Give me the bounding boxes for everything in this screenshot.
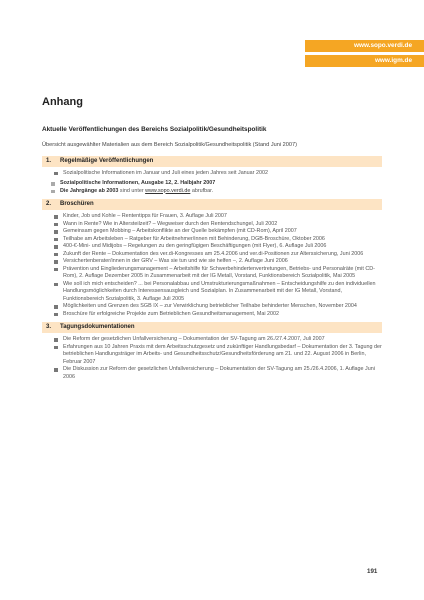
item-text: sind unter: [118, 187, 146, 194]
item-list: [42, 333, 382, 381]
header-links: [305, 40, 424, 67]
list-item: Prävention und Eingliederungsmanagement – Arbeitshilfe für Schwerbehindertenvertretungen, Betriebs- und Personalräte (mit CD-Rom), 2. Auflage Dezember 2005 in Zusammenarbeit mit der IG Metall, Vorstand, Funktionsbereich Sozialpolitik, Mai 2005: [54, 266, 382, 281]
section-regular-publications: [42, 156, 382, 196]
section-header: [42, 156, 382, 167]
section-number: 1.: [46, 157, 52, 164]
list-item: [51, 180, 382, 188]
list-item: Broschüre für erfolgreiche Projekte zum Betrieblichen Gesundheitsmanagement, Mai 2002: [54, 311, 382, 319]
sub-item-list: [42, 177, 382, 195]
section-number: 2.: [46, 201, 52, 207]
section-number: 3.: [46, 324, 52, 330]
list-item: Die Diskussion zur Reform der gesetzlichen Unfallversicherung – Dokumentation der SV-Tagung am 25./26.4.2006, 1. Auflage Juni 2006: [54, 366, 382, 381]
main-content: [42, 126, 382, 381]
link-sopo-verdi[interactable]: www.sopo.verdi.de: [305, 40, 424, 52]
item-bold: Sozialpolitische Informationen, Ausgabe 12, 2. Halbjahr 2007: [60, 180, 216, 186]
list-item: Versichertenberater/innen in der GRV – Was sie tun und wie sie helfen –, 2. Auflage Juni 2006: [54, 258, 382, 266]
page-number: 191: [367, 568, 378, 575]
page-title: Anhang: [42, 96, 83, 108]
section-conference-docs: [42, 322, 382, 381]
item-bold: Die Jahrgänge ab 2003: [60, 187, 119, 194]
section-title: Regelmäßige Veröffentlichungen: [60, 157, 154, 164]
list-item: Zukunft der Rente – Dokumentation des ver.di-Kongresses am 25.4.2006 und ver.di-Positionen zur Alterssicherung, Juni 2006: [54, 251, 382, 259]
section-header: [42, 199, 382, 210]
section-heading: Aktuelle Veröffentlichungen des Bereichs Sozialpolitik/Gesundheitspolitik: [42, 126, 267, 133]
list-item: Möglichkeiten und Grenzen des SGB IX – zur Verwirklichung betrieblicher Teilhabe behinderter Menschen, November 2004: [54, 303, 382, 311]
list-item: Erfahrungen aus 10 Jahren Praxis mit dem Arbeitsschutzgesetz und zukünftiger Handlungsbedarf – Dokumentation der 3. Tagung der betrieblichen Handlungsträger im Arbeits- und Gesundheitsschutz/Gesundheitsförderung am 21. und 22. August 2006 in Berlin, Februar 2007: [54, 344, 382, 367]
list-item: Teilhabe am Arbeitsleben – Ratgeber für Arbeitnehmer/innen mit Behinderung, DGB-Broschüre, Oktober 2006: [54, 236, 382, 244]
section-brochures: [42, 199, 382, 318]
item-list: [42, 210, 382, 318]
item-text: abrufbar.: [190, 187, 214, 194]
link-igm[interactable]: www.igm.de: [305, 55, 424, 67]
list-item: [51, 188, 382, 196]
list-item: Kinder, Job und Kohle – Rententipps für Frauen, 3. Auflage Juli 2007: [54, 213, 382, 221]
list-item: Wann in Rente? Wie in Altersteilzeit? – Wegweiser durch den Rentendschungel, Juli 2002: [54, 221, 382, 229]
intro-text: Übersicht ausgewählter Materialien aus dem Bereich Sozialpolitik/Gesundheitspolitik (Stand Juni 2007): [42, 142, 297, 148]
list-item: Die Reform der gesetzlichen Unfallversicherung – Dokumentation der SV-Tagung am 26./27.4.2007, Juli 2007: [54, 336, 382, 344]
section-header: [42, 322, 382, 333]
sopo-link[interactable]: www.sopo.verdi.de: [145, 187, 191, 194]
section-title: Broschüren: [60, 201, 94, 207]
list-item: Gemeinsam gegen Mobbing – Arbeitskonflikte an der Quelle bekämpfen (mit CD-Rom), April 2007: [54, 228, 382, 236]
list-item: Sozialpolitische Informationen im Januar und Juli eines jeden Jahres seit Januar 2002: [54, 170, 382, 178]
list-item: Wie soll ich mich entscheiden? ... bei Personalabbau und Umstrukturierungsmaßnahmen – Entscheidungshilfe zu den individuellen Handlungsmöglichkeiten durch Interessensausgleich und Sozialplan. In Zusammenarbeit mit der IG Metall, Vorstand, Funktionsbereich Sozialpolitik, 3. Auflage Juli 2005: [54, 281, 382, 304]
list-item: 400-€-Mini- und Midijobs – Regelungen zu den geringfügigen Beschäftigungen (mit Flyer), 6. Auflage Juli 2006: [54, 243, 382, 251]
item-list: [42, 167, 382, 178]
section-title: Tagungsdokumentationen: [60, 324, 135, 330]
